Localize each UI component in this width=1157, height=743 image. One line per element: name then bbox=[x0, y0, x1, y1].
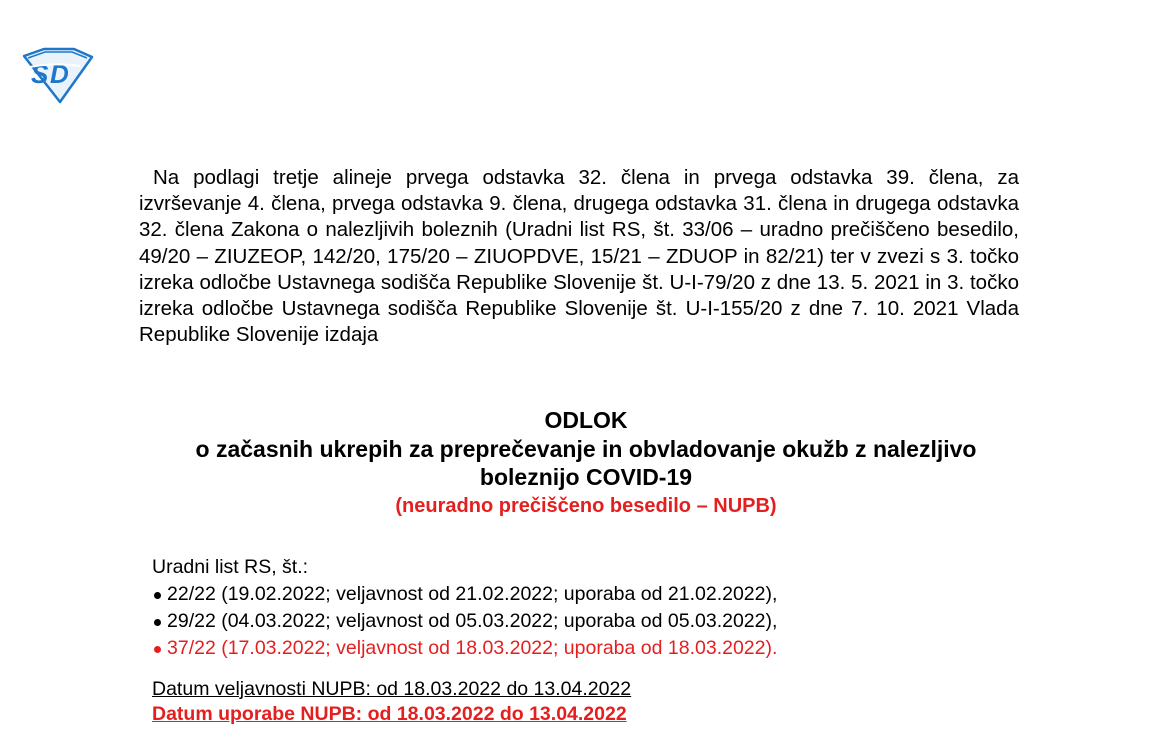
document-subtitle: o začasnih ukrepih za preprečevanje in obvladovanje okužb z nalezljivo boleznijo COVID-19 bbox=[195, 436, 977, 490]
preamble-paragraph: Na podlagi tretje alineje prvega odstavka 32. člena in prvega odstavka 39. člena, za izvrševanje 4. člena, prvega odstavka 9. člena, drugega odstavka 31. člena in drugega odstavka 32. člena Zakona o nalezljivih boleznih (Uradni list RS, št. 33/06 – uradno prečiščeno besedilo, 49/20 – ZIUZEOP, 142/20, 175/20 – ZIUOPDVE, 15/21 – ZDUOP in 82/21) ter v zvezi s 3. točko izreka odločbe Ustavnega sodišča Republike Slovenije št. U-I-79/20 z dne 13. 5. 2021 in 3. točko izreka odločbe Ustavnega sodišča Republike Slovenije št. U-I-155/20 z dne 7. 10. 2021 Vlada Republike Slovenije izdaja bbox=[139, 166, 1019, 347]
gazette-list bbox=[152, 581, 1032, 662]
document-heading: ODLOK bbox=[544, 407, 628, 433]
document-title-block bbox=[140, 405, 1032, 520]
nupb-dates bbox=[152, 677, 1032, 727]
sd-logo-icon bbox=[20, 46, 96, 104]
gazette-item bbox=[152, 581, 1032, 608]
validity-date: Datum veljavnosti NUPB: od 18.03.2022 do 13.04.2022 bbox=[152, 678, 632, 700]
gazette-item bbox=[152, 635, 1032, 662]
svg-text:S: S bbox=[31, 59, 49, 89]
bullet-icon bbox=[154, 646, 161, 653]
unofficial-text-note: (neuradno prečiščeno besedilo – NUPB) bbox=[395, 495, 777, 517]
bullet-icon bbox=[154, 592, 161, 599]
gazette-label: Uradni list RS, št.: bbox=[152, 556, 309, 578]
svg-text:D: D bbox=[50, 59, 69, 89]
gazette-references bbox=[152, 554, 1032, 662]
gazette-item bbox=[152, 608, 1032, 635]
gazette-item-text: 29/22 (04.03.2022; veljavnost od 05.03.2022; uporaba od 05.03.2022), bbox=[167, 610, 778, 632]
gazette-item-text: 37/22 (17.03.2022; veljavnost od 18.03.2022; uporaba od 18.03.2022). bbox=[167, 637, 778, 659]
gazette-item-text: 22/22 (19.02.2022; veljavnost od 21.02.2022; uporaba od 21.02.2022), bbox=[167, 583, 778, 605]
application-date: Datum uporabe NUPB: od 18.03.2022 do 13.04.2022 bbox=[152, 703, 627, 725]
bullet-icon bbox=[154, 619, 161, 626]
